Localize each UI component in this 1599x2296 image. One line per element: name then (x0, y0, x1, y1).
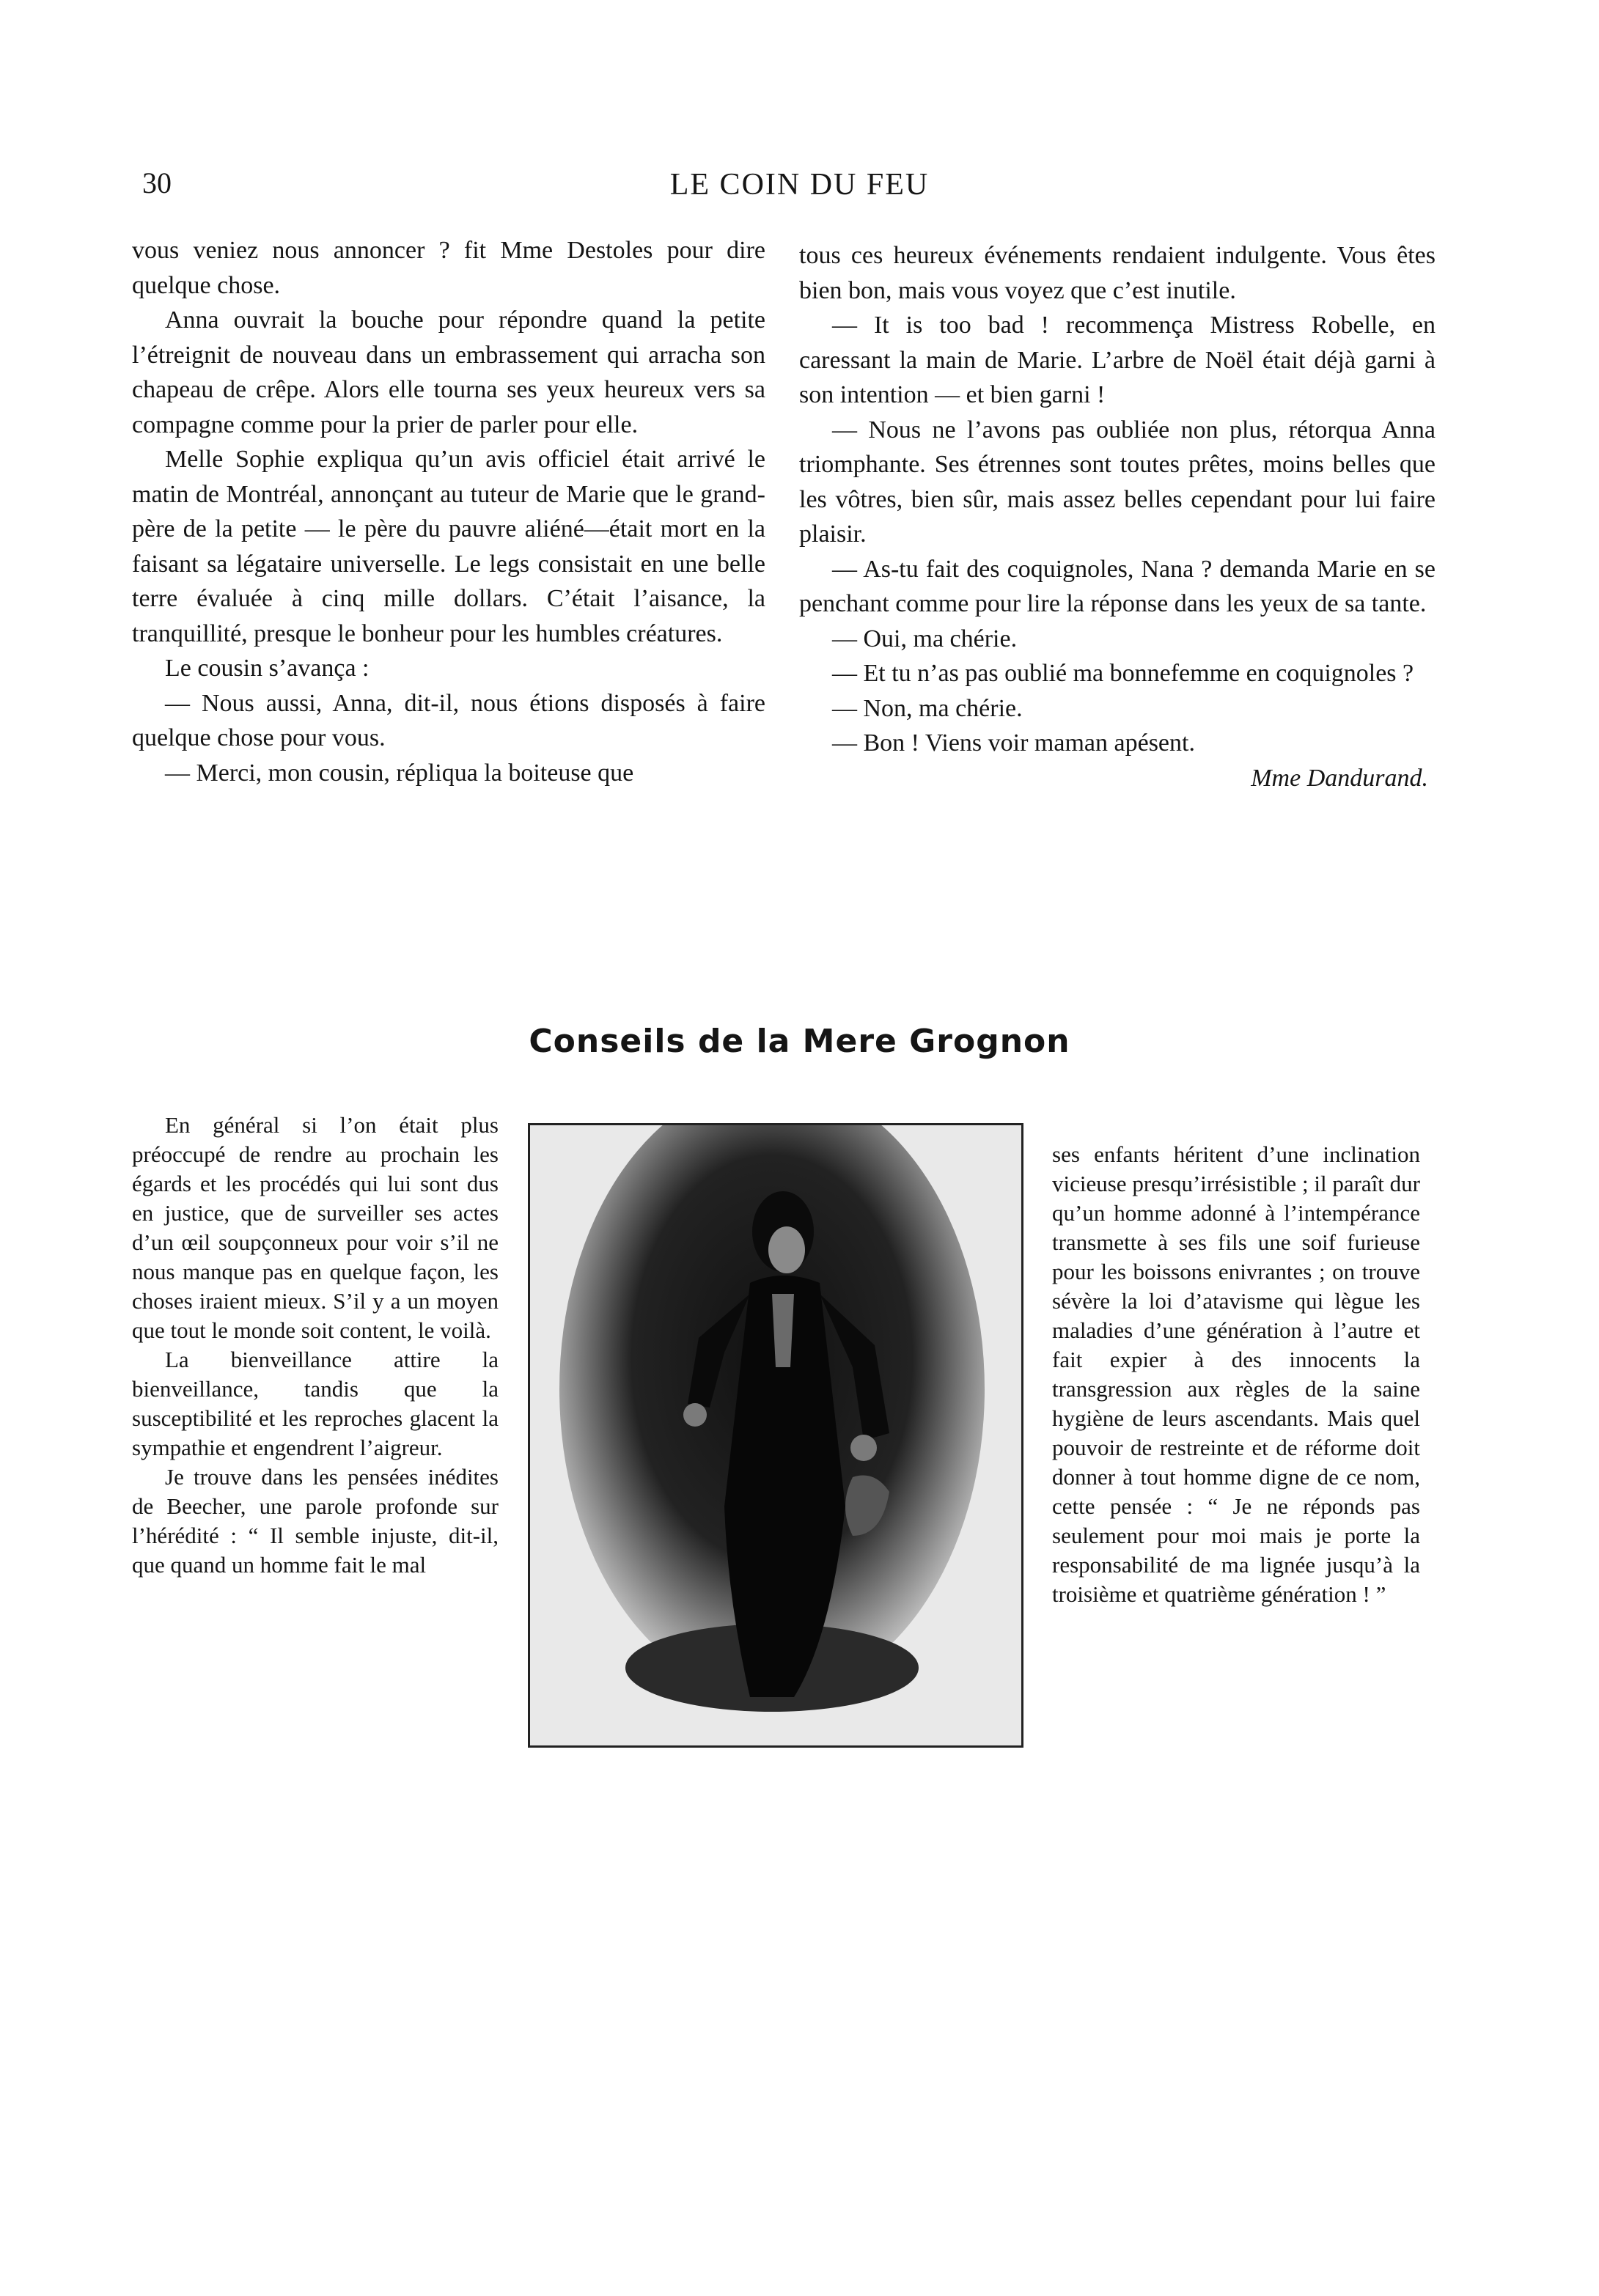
article-paragraph: En général si l’on était plus préoccupé de rendre au prochain les égards et les procédés qui lui sont dus en justice, que de surveiller ses actes d’un œil soupçonneux pour voir s’il ne nous manque pas en quelque façon, les choses iraient mieux. S’il y a un moyen que tout le monde soit content, le voilà. (132, 1112, 499, 1343)
story-paragraph: — Nous ne l’avons pas oubliée non plus, rétorqua Anna triomphante. Ses étrennes sont toutes prêtes, moins belles que les vôtres, bien sûr, mais assez belles cependant pour lui faire plaisir. (799, 416, 1436, 548)
story-column-left (132, 233, 765, 790)
story-paragraph: vous veniez nous annoncer ? fit Mme Destoles pour dire quelque chose. (132, 237, 765, 299)
story-paragraph: — Bon ! Viens voir maman apésent. (832, 729, 1195, 757)
running-title: LE COIN DU FEU (669, 168, 930, 202)
story-paragraph: Melle Sophie expliqua qu’un avis officiel était arrivé le matin de Montréal, annonçant au tuteur de Marie que le grand-père de la petite — le père du pauvre aliéné—était mort en la faisant sa légataire universelle. Le legs consistait en une belle terre évaluée à cinq mille dollars. C’était l’aisance, la tranquillité, presque le bonheur pour les humbles créatures. (132, 446, 765, 647)
engraving-illustration (528, 1123, 1023, 1748)
story-paragraph: Anna ouvrait la bouche pour répondre quand la petite l’étreignit de nouveau dans un embrassement qui arracha son chapeau de crêpe. Alors elle tourna ses yeux heureux vers sa compagne comme pour la prier de parler pour elle. (132, 306, 765, 438)
story-paragraph: — Oui, ma chérie. (832, 625, 1018, 652)
story-paragraph: — As-tu fait des coquignoles, Nana ? demanda Marie en se penchant comme pour lire la réponse dans les yeux de sa tante. (799, 555, 1436, 617)
page-number: 30 (142, 166, 172, 199)
article-title: Conseils de la Mere Grognon (529, 1023, 1070, 1060)
article-paragraph: Je trouve dans les pensées inédites de Beecher, une parole profonde sur l’hérédité : “ Il semble injuste, dit-il, que quand un homme fait le mal (132, 1464, 499, 1578)
article-paragraph: La bienveillance attire la bienveillance, tandis que la susceptibilité et les reproches glacent la sympathie et engendrent l’aigreur. (132, 1347, 499, 1460)
story-paragraph: — Non, ma chérie. (832, 694, 1023, 722)
article-column-right (1052, 1140, 1420, 1609)
story-paragraph: — Nous aussi, Anna, dit-il, nous étions disposés à faire quelque chose pour vous. (132, 689, 765, 751)
author-signature: Mme Dandurand. (1251, 764, 1428, 792)
story-paragraph: tous ces heureux événements rendaient indulgente. Vous êtes bien bon, mais vous voyez que c’est inutile. (799, 242, 1436, 304)
story-paragraph: Le cousin s’avança : (165, 655, 370, 682)
article-column-left (132, 1111, 499, 1580)
story-column-right (799, 238, 1436, 795)
story-paragraph: — It is too bad ! recommença Mistress Robelle, en caressant la main de Marie. L’arbre de Noël était déjà garni à son intention — et bien garni ! (799, 312, 1436, 408)
story-paragraph: — Et tu n’as pas oublié ma bonnefemme en coquignoles ? (832, 660, 1414, 687)
article-paragraph: ses enfants héritent d’une inclination vicieuse presqu’irrésistible ; il paraît dur qu’un homme adonné à l’intempérance transmette à ses fils une soif furieuse pour les boissons enivrantes ; on trouve sévère la loi d’atavisme qui lègue les maladies d’une génération à l’autre et fait expier à des innocents la transgression aux règles de la saine hygiène de leurs ascendants. Mais quel pouvoir de restreinte et de réforme doit donner à tout homme digne de ce nom, cette pensée : “ Je ne réponds pas seulement pour moi mais je porte la responsabilité de ma lignée jusqu’à la troisième et quatrième génération ! ” (1052, 1141, 1420, 1607)
story-paragraph: — Merci, mon cousin, répliqua la boiteuse que (165, 759, 634, 787)
